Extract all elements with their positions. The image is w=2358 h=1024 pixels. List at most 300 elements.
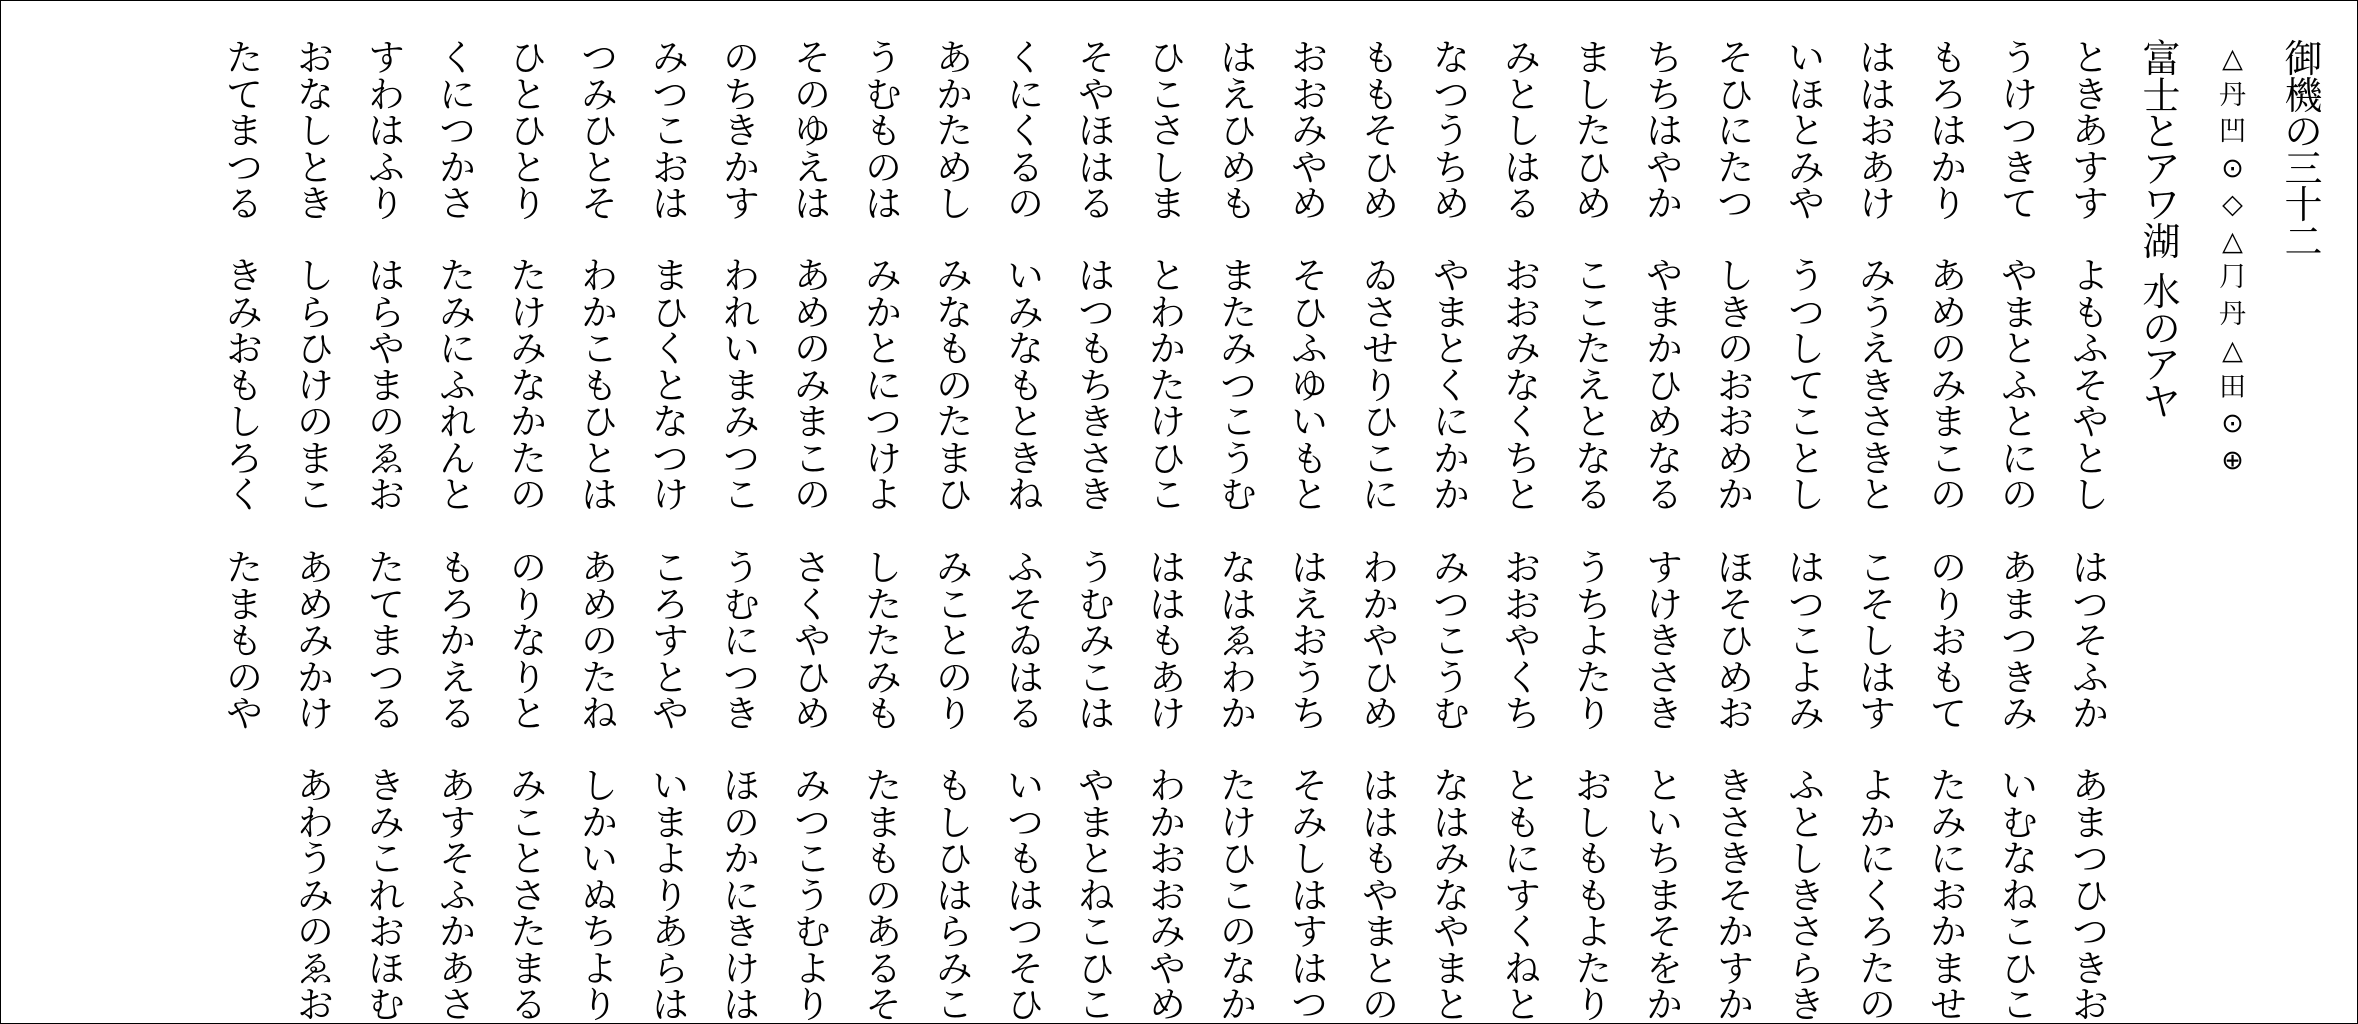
glyph: も xyxy=(1149,621,1186,662)
glyph: の xyxy=(1220,912,1257,953)
glyph: え xyxy=(1575,365,1612,407)
glyph: も xyxy=(1078,329,1115,370)
glyph: と xyxy=(2072,38,2109,79)
glyph: み xyxy=(297,621,334,662)
glyph: め xyxy=(297,584,334,626)
glyph: も xyxy=(1291,438,1328,480)
verse-phrase xyxy=(777,256,848,516)
glyph: な xyxy=(2001,839,2038,880)
glyph: な xyxy=(297,74,334,116)
verse-phrase xyxy=(1487,38,1558,225)
glyph: か xyxy=(1859,802,1896,844)
glyph: か xyxy=(1646,329,1683,370)
glyph: し xyxy=(1717,256,1754,297)
verse-phrase xyxy=(777,766,848,1024)
glyph: か xyxy=(439,147,476,189)
glyph: つ xyxy=(1220,365,1257,407)
glyph: ま xyxy=(1433,948,1470,990)
verse-column xyxy=(848,38,919,1024)
verse-phrase xyxy=(1203,766,1274,1024)
glyph: ま xyxy=(1646,875,1683,917)
glyph: く xyxy=(226,475,263,516)
glyph: め xyxy=(1646,402,1683,443)
glyph: ま xyxy=(368,621,405,662)
glyph: と xyxy=(1788,438,1825,480)
verse-phrase xyxy=(919,256,990,516)
glyph: ま xyxy=(652,256,689,297)
verse-phrase xyxy=(1913,256,1984,516)
glyph: も xyxy=(865,694,902,735)
glyph: き xyxy=(2001,657,2038,699)
glyph: た xyxy=(1717,147,1754,189)
glyph: よ xyxy=(865,475,902,516)
glyph: こ xyxy=(936,985,973,1024)
verse-phrase xyxy=(919,548,990,735)
glyph: な xyxy=(1433,875,1470,917)
glyph: の xyxy=(794,329,831,370)
glyph: う xyxy=(723,548,760,589)
glyph: の xyxy=(2284,110,2323,154)
glyph: あ xyxy=(439,948,476,990)
glyph: て xyxy=(368,584,405,626)
glyph: も xyxy=(226,365,263,407)
glyph: め xyxy=(936,147,973,189)
glyph: う xyxy=(1859,292,1896,334)
glyph: し xyxy=(1291,839,1328,880)
glyph: み xyxy=(1504,329,1541,370)
glyph: は xyxy=(1291,548,1328,589)
glyph: さ xyxy=(510,875,547,917)
glyph: り xyxy=(1575,985,1612,1024)
glyph: つ xyxy=(1788,292,1825,334)
verse-phrase xyxy=(777,38,848,225)
glyph: の xyxy=(794,475,831,516)
glyph: は xyxy=(1220,584,1257,626)
glyph: さ xyxy=(1362,292,1399,334)
glyph: む xyxy=(1078,584,1115,626)
verse-phrase xyxy=(1558,256,1629,516)
glyph: お xyxy=(2072,985,2109,1024)
glyph: か xyxy=(1646,985,1683,1024)
glyph: て xyxy=(2001,184,2038,225)
verse-phrase xyxy=(1913,548,1984,735)
glyph: る xyxy=(1504,184,1541,225)
verse-phrase xyxy=(990,548,1061,735)
glyph: す xyxy=(652,621,689,662)
verse-phrase xyxy=(1061,256,1132,516)
glyph: よ xyxy=(2072,256,2109,297)
glyph: す xyxy=(368,38,405,79)
glyph: る xyxy=(1007,694,1044,735)
glyph: た xyxy=(865,584,902,626)
glyph: く xyxy=(1504,657,1541,699)
verse-phrase xyxy=(1913,38,1984,225)
glyph: え xyxy=(794,147,831,189)
glyph: く xyxy=(794,584,831,626)
glyph: や xyxy=(2072,402,2109,443)
glyph: お xyxy=(1930,875,1967,917)
verse-column xyxy=(493,38,564,1024)
glyph: の xyxy=(297,912,334,953)
verse-phrase xyxy=(635,766,706,1024)
glyph: ふ xyxy=(368,147,405,189)
glyph: え xyxy=(1291,584,1328,626)
glyph: て xyxy=(1788,365,1825,407)
glyph: 湖 xyxy=(2142,219,2181,264)
glyph: は xyxy=(1788,548,1825,589)
glyph: ぬ xyxy=(581,875,618,917)
glyph: た xyxy=(439,256,476,297)
glyph: た xyxy=(1149,365,1186,407)
glyph: に xyxy=(1504,839,1541,880)
glyph: な xyxy=(510,621,547,662)
glyph: み xyxy=(1220,329,1257,370)
glyph: ま xyxy=(2001,292,2038,334)
glyph: よ xyxy=(581,948,618,990)
glyph: あ xyxy=(1859,147,1896,189)
glyph: 十 xyxy=(2284,183,2323,227)
glyph: お xyxy=(226,329,263,370)
glyph: も xyxy=(1504,802,1541,844)
glyph: の xyxy=(1930,475,1967,516)
glyph: と xyxy=(1433,985,1470,1024)
verse-phrase xyxy=(848,766,919,1024)
glyph: こ xyxy=(1788,621,1825,662)
glyph: ひ xyxy=(581,111,618,152)
glyph: ち xyxy=(1291,694,1328,735)
glyph: た xyxy=(226,548,263,589)
glyph: ち xyxy=(1504,694,1541,735)
glyph: そ xyxy=(1859,584,1896,626)
glyph: に xyxy=(2001,438,2038,480)
glyph: わ xyxy=(1220,657,1257,699)
glyph: え xyxy=(1859,329,1896,370)
glyph: の xyxy=(226,657,263,699)
glyph: か xyxy=(1717,475,1754,516)
glyph: や xyxy=(2001,256,2038,297)
glyph: し xyxy=(1788,329,1825,370)
glyph: ね xyxy=(1007,475,1044,516)
glyph: な xyxy=(1007,329,1044,370)
glyph: か xyxy=(1433,475,1470,516)
glyph: ゐ xyxy=(1362,256,1399,297)
glyph: あ xyxy=(581,548,618,589)
verse-column xyxy=(1416,38,1487,1024)
verse-phrase xyxy=(919,38,990,225)
verse-phrase xyxy=(209,548,280,735)
glyph: ま xyxy=(1220,256,1257,297)
glyph: え xyxy=(1220,74,1257,116)
glyph: み xyxy=(1433,548,1470,589)
glyph: こ xyxy=(297,475,334,516)
glyph: う xyxy=(1291,657,1328,699)
glyph: ま xyxy=(1078,802,1115,844)
verse-phrase xyxy=(351,38,422,225)
verse-phrase xyxy=(1061,766,1132,1024)
glyph: す xyxy=(439,802,476,844)
verse-phrase xyxy=(280,548,351,735)
glyph: け xyxy=(1149,694,1186,735)
glyph: お xyxy=(1291,38,1328,79)
glyph: は xyxy=(1078,147,1115,189)
glyph: そ xyxy=(1362,111,1399,152)
glyph: と xyxy=(1504,766,1541,807)
glyph: は xyxy=(1646,111,1683,152)
glyph: す xyxy=(723,184,760,225)
glyph: も xyxy=(936,766,973,807)
verse-phrase xyxy=(635,38,706,225)
glyph: や xyxy=(1362,875,1399,917)
glyph: る xyxy=(226,184,263,225)
verse-phrase xyxy=(1345,38,1416,225)
glyph: ち xyxy=(1433,147,1470,189)
glyph: も xyxy=(1575,839,1612,880)
glyph: き xyxy=(1078,402,1115,443)
verse-phrase xyxy=(1771,38,1842,225)
glyph: て xyxy=(226,74,263,116)
verse-phrase xyxy=(1984,38,2055,225)
glyph: な xyxy=(652,402,689,443)
verse-phrase xyxy=(1629,766,1700,1024)
glyph: い xyxy=(2001,766,2038,807)
glyph: こ xyxy=(1930,438,1967,480)
glyph: は xyxy=(1859,657,1896,699)
glyph: ま xyxy=(226,111,263,152)
glyph: ろ xyxy=(652,584,689,626)
glyph: う xyxy=(297,839,334,880)
glyph: む xyxy=(723,584,760,626)
glyph: や xyxy=(1788,184,1825,225)
verse-phrase xyxy=(1132,256,1203,516)
glyph: り xyxy=(1930,184,1967,225)
glyph: し xyxy=(936,802,973,844)
glyph: す xyxy=(1291,912,1328,953)
glyph: わ xyxy=(1149,292,1186,334)
glyph: ア xyxy=(2142,343,2181,387)
glyph: さ xyxy=(1859,402,1896,443)
glyph: れ xyxy=(368,875,405,917)
glyph: の xyxy=(2142,306,2181,351)
glyph: き xyxy=(723,694,760,735)
glyph: ま xyxy=(1575,38,1612,79)
verse-column xyxy=(2055,38,2126,1024)
glyph: く xyxy=(1504,402,1541,443)
glyph: た xyxy=(936,111,973,152)
glyph: く xyxy=(1007,111,1044,152)
glyph: は xyxy=(865,184,902,225)
glyph: め xyxy=(1220,147,1257,189)
glyph: つ xyxy=(581,38,618,79)
glyph: み xyxy=(1788,147,1825,189)
glyph: み xyxy=(1291,802,1328,844)
glyph: た xyxy=(1859,948,1896,990)
glyph: ま xyxy=(1646,292,1683,334)
verse-phrase xyxy=(848,38,919,225)
glyph: し xyxy=(297,111,334,152)
glyph: け xyxy=(2001,74,2038,116)
verse-phrase xyxy=(1487,766,1558,1024)
verse-phrase xyxy=(209,256,280,516)
glyph: た xyxy=(1220,292,1257,334)
glyph: そ xyxy=(794,38,831,79)
glyph: ヤ xyxy=(2142,379,2181,424)
glyph: と xyxy=(1291,475,1328,516)
glyph: ひ xyxy=(1078,948,1115,990)
glyph: 三 xyxy=(2284,146,2323,191)
verse-phrase xyxy=(1771,256,1842,516)
glyph: こ xyxy=(1149,475,1186,516)
glyph: ひ xyxy=(936,839,973,880)
glyph: ら xyxy=(297,292,334,334)
glyph: い xyxy=(1007,766,1044,807)
glyph: こ xyxy=(1362,438,1399,480)
wotema-symbols-text xyxy=(2197,41,2268,479)
glyph: ま xyxy=(2072,802,2109,844)
glyph: は xyxy=(1859,38,1896,79)
verse-phrase xyxy=(919,766,990,1024)
glyph: し xyxy=(1149,147,1186,189)
glyph: あ xyxy=(297,766,334,807)
glyph: お xyxy=(1149,875,1186,917)
verse-phrase xyxy=(1984,766,2055,1024)
glyph: め xyxy=(794,694,831,735)
glyph: あ xyxy=(2001,548,2038,589)
glyph: ひ xyxy=(1646,365,1683,407)
glyph: ⺆ xyxy=(2219,262,2246,293)
glyph: そ xyxy=(581,184,618,225)
glyph: か xyxy=(1717,985,1754,1024)
verse-phrase xyxy=(2055,38,2126,225)
glyph: み xyxy=(1291,111,1328,152)
glyph: き xyxy=(1646,694,1683,735)
glyph: ゐ xyxy=(1007,621,1044,662)
glyph: た xyxy=(581,657,618,699)
glyph: の xyxy=(865,147,902,189)
glyph: お xyxy=(1149,839,1186,880)
verse-phrase xyxy=(422,766,493,1024)
glyph: そ xyxy=(1717,584,1754,626)
glyph: か xyxy=(1930,147,1967,189)
verse-phrase xyxy=(990,256,1061,516)
glyph: も xyxy=(865,839,902,880)
glyph: ◇ xyxy=(2222,189,2243,220)
glyph: め xyxy=(1149,985,1186,1024)
glyph: も xyxy=(1362,74,1399,116)
glyph: る xyxy=(1646,475,1683,516)
verse-column xyxy=(1700,38,1771,1024)
glyph: か xyxy=(1433,438,1470,480)
glyph: つ xyxy=(723,438,760,480)
glyph: ひ xyxy=(652,292,689,334)
glyph: る xyxy=(1007,147,1044,189)
glyph: み xyxy=(226,292,263,334)
glyph: く xyxy=(1007,38,1044,79)
glyph: こ xyxy=(1078,912,1115,953)
glyph: こ xyxy=(794,438,831,480)
glyph: に xyxy=(439,329,476,370)
glyph: み xyxy=(723,402,760,443)
verse-phrase xyxy=(1345,256,1416,516)
glyph: は xyxy=(1504,147,1541,189)
glyph: は xyxy=(1149,584,1186,626)
glyph: い xyxy=(1646,802,1683,844)
glyph: す xyxy=(1859,694,1896,735)
verse-phrase xyxy=(351,766,422,1024)
glyph: み xyxy=(1433,839,1470,880)
glyph: お xyxy=(368,475,405,516)
glyph: う xyxy=(1078,548,1115,589)
verse-phrase xyxy=(848,548,919,735)
glyph: お xyxy=(1859,111,1896,152)
glyph: め xyxy=(794,292,831,334)
glyph: り xyxy=(368,184,405,225)
glyph: こ xyxy=(652,548,689,589)
glyph: か xyxy=(581,802,618,844)
glyph: こ xyxy=(1575,292,1612,334)
glyph: ア xyxy=(2142,146,2181,191)
glyph: か xyxy=(1149,329,1186,370)
glyph: か xyxy=(1362,584,1399,626)
glyph: う xyxy=(1433,111,1470,152)
glyph: の xyxy=(794,74,831,116)
glyph: に xyxy=(1859,839,1896,880)
glyph: せ xyxy=(1362,329,1399,370)
glyph: あ xyxy=(865,912,902,953)
glyph: そ xyxy=(1007,948,1044,990)
glyph: ろ xyxy=(439,584,476,626)
glyph: な xyxy=(1433,38,1470,79)
glyph: も xyxy=(439,548,476,589)
glyph: り xyxy=(794,985,831,1024)
glyph: も xyxy=(1007,839,1044,880)
verse-column xyxy=(351,38,422,1024)
glyph: ち xyxy=(1646,74,1683,116)
glyph: か xyxy=(439,621,476,662)
glyph: ほ xyxy=(1078,111,1115,152)
glyph: た xyxy=(510,438,547,480)
glyph: き xyxy=(1788,875,1825,917)
glyph: ふ xyxy=(1007,548,1044,589)
glyph: た xyxy=(1930,766,1967,807)
glyph: と xyxy=(1646,766,1683,807)
glyph: は xyxy=(1433,802,1470,844)
glyph: ち xyxy=(723,74,760,116)
glyph: た xyxy=(865,621,902,662)
glyph: き xyxy=(1859,438,1896,480)
glyph: ふ xyxy=(2072,329,2109,370)
glyph: △ xyxy=(2222,43,2243,74)
glyph: △ xyxy=(2222,335,2243,366)
glyph: は xyxy=(1930,111,1967,152)
glyph: △ xyxy=(2222,225,2243,257)
glyph: こ xyxy=(368,839,405,880)
glyph: く xyxy=(652,329,689,370)
glyph: ま xyxy=(510,948,547,990)
glyph: そ xyxy=(1717,38,1754,79)
glyph: や xyxy=(1362,621,1399,662)
glyph: け xyxy=(297,694,334,735)
glyph: ら xyxy=(1788,948,1825,990)
glyph: ゑ xyxy=(368,438,405,480)
glyph: た xyxy=(1575,329,1612,370)
glyph: の xyxy=(865,875,902,917)
glyph: は xyxy=(1078,694,1115,735)
glyph: め xyxy=(1362,184,1399,225)
glyph: む xyxy=(1433,694,1470,735)
verse-phrase xyxy=(635,548,706,735)
glyph: し xyxy=(1575,74,1612,116)
glyph: ち xyxy=(1646,38,1683,79)
